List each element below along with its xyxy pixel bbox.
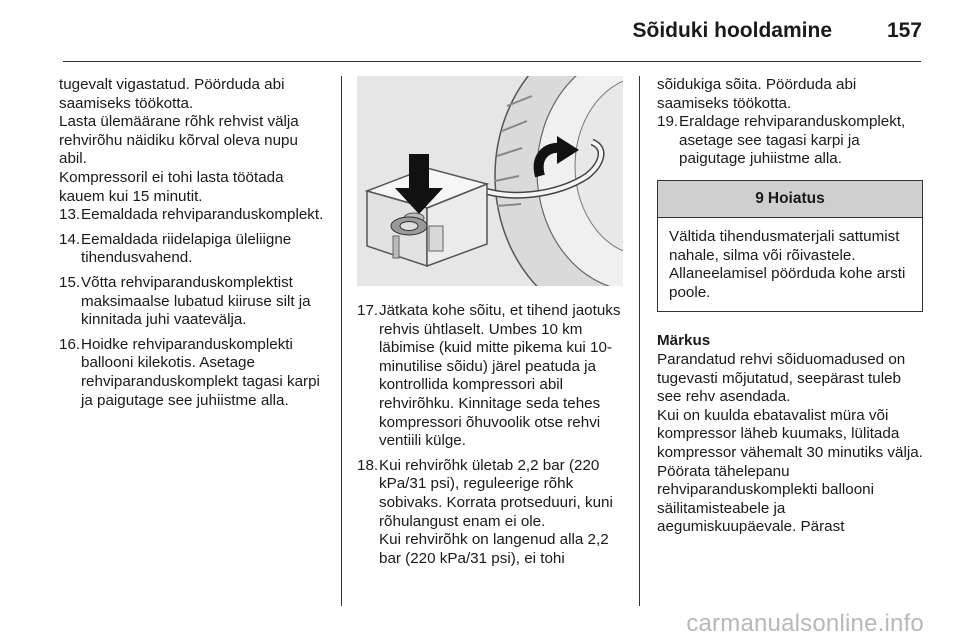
section-title: Sõiduki hooldamine	[632, 19, 832, 42]
step-17	[357, 302, 624, 451]
step-text: Eraldage rehviparanduskomplekt, asetage see tagasi karpi ja paigutage juhiistme alla.	[679, 113, 906, 168]
step-number: 13.	[59, 206, 81, 224]
intro-paragraph: Kompressoril ei tohi lasta töötada kauem kui 15 minutit.	[59, 168, 284, 205]
note-title: Märkus	[657, 332, 711, 350]
step-19	[657, 113, 923, 169]
continued-text: sõidukiga sõita. Pöörduda abi saamiseks töökotta.	[657, 76, 857, 112]
step-number: 16.	[59, 335, 81, 353]
step-number: 15.	[59, 273, 81, 291]
note-paragraph: Kui on kuulda ebatavalist müra või kompressor läheb kuumaks, lülitada kompressor vähemalt 30 minutiks välja.	[657, 406, 923, 461]
column-1	[59, 76, 327, 416]
step-14	[59, 231, 327, 268]
column-divider-left	[341, 76, 342, 606]
step-18	[357, 457, 624, 569]
watermark: carmanualsonline.info	[686, 610, 924, 637]
step-text: Eemaldada riidelapiga üleliigne tihendusvahend.	[81, 230, 292, 267]
intro-paragraph: Lasta ülemäärane rõhk rehvist välja rehvirõhu näidiku kõrval oleva nupu abil.	[59, 113, 299, 168]
step-text: Eemaldada rehviparanduskomplekt.	[81, 206, 324, 224]
warning-box	[657, 180, 923, 312]
page-number: 157	[886, 19, 922, 42]
step-number: 17.	[357, 302, 379, 319]
warning-body: Vältida tihendusmaterjali sattumist nahale, silma või rõivastele. Allaneelamisel pöörduda kohe arsti poole.	[669, 227, 906, 301]
step-13	[59, 206, 327, 225]
step-15	[59, 274, 327, 330]
warning-header	[658, 181, 922, 218]
column-divider-right	[639, 76, 640, 606]
warning-triangle-icon: 9	[755, 189, 764, 207]
step-text: Jätkata kohe sõitu, et tihend jaotuks rehvis ühtlaselt. Umbes 10 km läbimise (kuid mitte pikema kui 10-minutilise sõidu) järel peatuda ja kontrollida kompressori abil rehvirõhku. Kinnitage seda tehes kompressori õhuvoolik otse rehvi ventiili külge.	[379, 302, 621, 450]
step-16	[59, 336, 327, 410]
step-subparagraph: Kui rehvirõhk on langenud alla 2,2 bar (220 kPa/31 psi), ei tohi	[379, 531, 609, 567]
warning-title: Hoiatus	[767, 189, 825, 207]
column-3	[657, 76, 923, 537]
column-2	[357, 76, 624, 574]
step-text: Võtta rehviparanduskomplektist maksimaalse lubatud kiiruse silt ja kinnitada juhi vaatevälja.	[81, 273, 311, 329]
header-rule	[63, 61, 921, 62]
step-text: Kui rehvirõhk ületab 2,2 bar (220 kPa/31 psi), reguleerige rõhk sobivaks. Korrata protseduuri, kuni rõhulangust enam ei ole.	[379, 456, 613, 530]
note-paragraph: Parandatud rehvi sõiduomadused on tugevasti mõjutatud, seepärast tuleb see rehv asendada.	[657, 350, 906, 406]
intro-paragraph: tugevalt vigastatud. Pöörduda abi saamiseks töökotta.	[59, 76, 285, 112]
step-number: 14.	[59, 230, 81, 248]
step-number: 18.	[357, 456, 379, 474]
step-number: 19.	[657, 113, 679, 131]
note-paragraph: Pöörata tähelepanu rehviparanduskomplekti ballooni säilitamisteabele ja aegumiskuupäevale. Pärast	[657, 462, 874, 536]
page-header	[0, 0, 960, 62]
compressor-hose-tyre-image	[357, 76, 623, 286]
step-text: Hoidke rehviparanduskomplekti ballooni kilekotis. Asetage rehviparanduskomplekt tagasi karpi ja paigutage see juhiistme alla.	[81, 335, 320, 409]
compressor-illustration	[357, 76, 623, 286]
